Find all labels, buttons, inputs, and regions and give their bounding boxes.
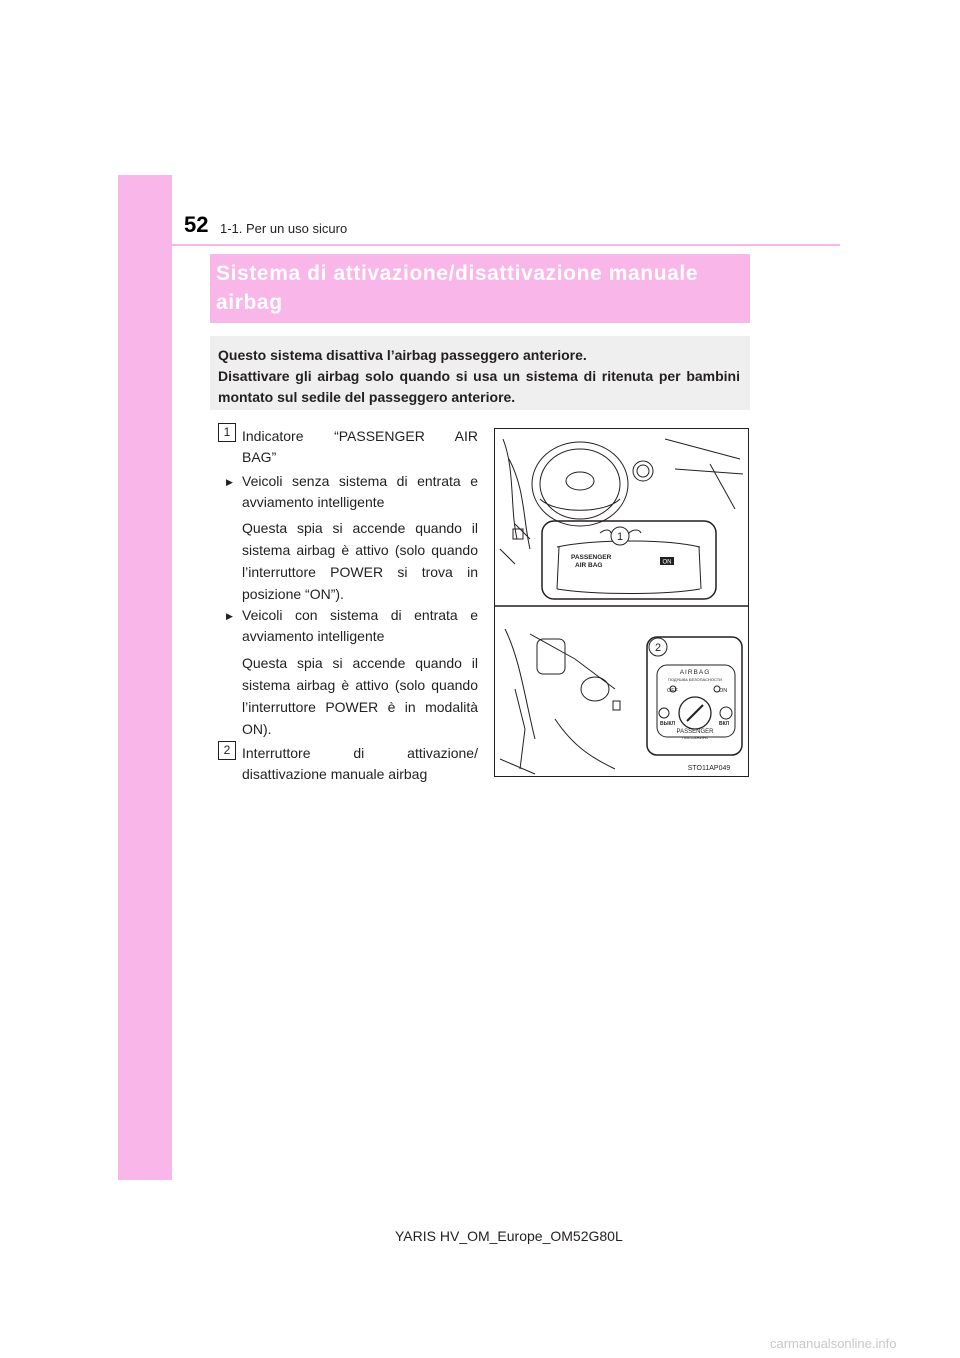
intro-box [210, 336, 750, 410]
fig-switch-off-ru: ВЫКЛ [660, 721, 676, 727]
section-label: 1-1. Per un uso sicuro [220, 221, 348, 236]
footer-model-code: YARIS HV_OM_Europe_OM52G80L [395, 1228, 623, 1244]
item1-line-1: Indicatore “PASSENGER AIR [242, 428, 478, 444]
item2-line-1: Interruttore di attivazione/ [242, 745, 478, 761]
header-rule [118, 244, 840, 246]
fig-switch-title-ru: ПОДУШКА БЕЗОПАСНОСТИ [667, 677, 723, 682]
page-number: 52 [184, 212, 209, 237]
fig-switch-off: OFF [667, 688, 678, 694]
intro-line-2: Disattivare gli airbag solo quando si usa un sistema di ritenuta per bambini montato sul sedile del passeggero anteriore. [218, 368, 740, 405]
fig-airbag-label: AIR BAG [575, 562, 603, 569]
fig-passenger-label: PASSENGER [571, 554, 612, 561]
callout-2: 2 [218, 741, 236, 760]
bullet-b-text: Veicoli con sistema di entrata e avviamento intelligente [242, 607, 478, 644]
fig-switch-passenger-ru: ПАССАЖИРА [682, 735, 708, 740]
watermark: carmanualsonline.info [770, 1336, 897, 1351]
fig-switch-on: ON [719, 688, 728, 694]
fig-switch-passenger: PASSENGER [676, 729, 714, 735]
fig-callout-2: 2 [654, 642, 662, 654]
fig-switch-title: AIRBAG [679, 669, 711, 676]
airbag-illustration [495, 429, 748, 776]
fig-callout-1: 1 [616, 531, 624, 543]
title-line-1: Sistema di attivazione/disattivazione manuale [216, 262, 699, 285]
airbag-figure [494, 428, 749, 777]
bullet-arrow-icon: ▶ [226, 611, 233, 621]
bullet-arrow-icon: ▶ [226, 477, 233, 487]
fig-switch-on-ru: ВКЛ [719, 721, 730, 727]
item1-line-2: BAG” [242, 449, 277, 465]
intro-line-1: Questo sistema disattiva l’airbag passeggero anteriore. [218, 347, 587, 363]
section-title [210, 254, 750, 323]
item1-paragraph-a: Questa spia si accende quando il sistema airbag è attivo (solo quando l’interruttore POWER si trova in posizione “ON”). [242, 520, 478, 602]
bullet-a-text: Veicoli senza sistema di entrata e avviamento intelligente [242, 473, 478, 510]
item1-paragraph-b: Questa spia si accende quando il sistema airbag è attivo (solo quando l’interruttore POWER è in modalità ON). [242, 655, 478, 737]
side-color-band [118, 175, 172, 1180]
callout-1: 1 [218, 423, 236, 442]
fig-on-label: ON [662, 559, 672, 566]
item2-line-2: disattivazione manuale airbag [242, 766, 428, 782]
figure-code: STO11AP049 [687, 765, 731, 772]
title-line-2: airbag [216, 291, 283, 314]
